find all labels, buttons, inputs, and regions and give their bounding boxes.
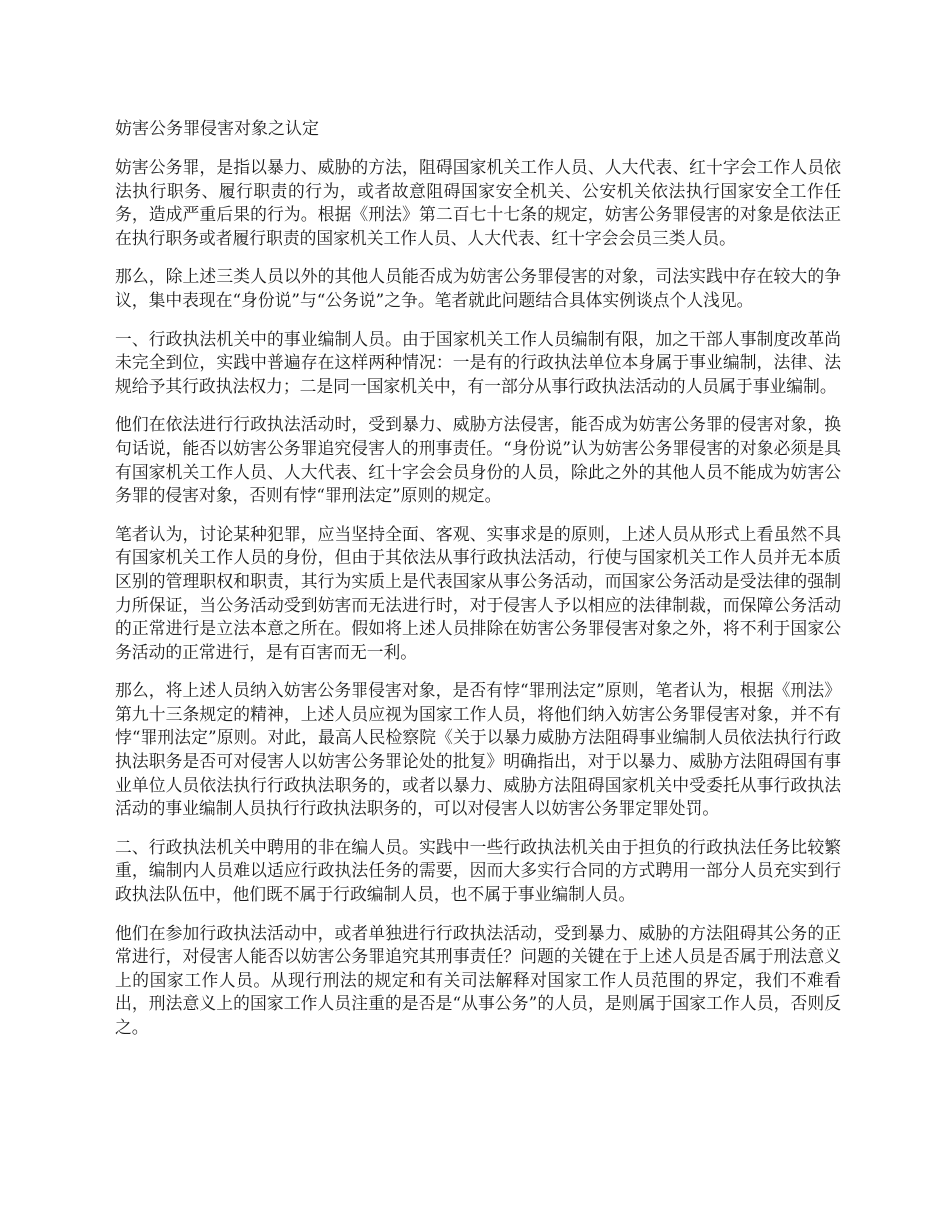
paragraph-key-question: 他们在参加行政执法活动中，或者单独进行行政执法活动，受到暴力、威胁的方法阻碍其公务的正常进行，对侵害人能否以妨害公务罪追究其刑事责任？问题的关键在于上述人员是否属于刑法意义上的国家工作人员。从现行刑法的规定和有关司法解释对国家工作人员范围的界定，我们不难看出，刑法意义上的国家工作人员注重的是否是“从事公务”的人员，是则属于国家工作人员，否则反之。 xyxy=(115,922,841,1037)
paragraph-author-view: 笔者认为，讨论某种犯罪，应当坚持全面、客观、实事求是的原则，上述人员从形式上看虽然不具有国家机关工作人员的身份，但由于其依法从事行政执法活动，行使与国家机关工作人员并无本质区别的管理职权和职责，其行为实质上是代表国家从事公务活动，而国家公务活动是受法律的强制力所保证，当公务活动受到妨害而无法进行时，对于侵害人予以相应的法律制裁，而保障公务活动的正常进行是立法本意之所在。假如将上述人员排除在妨害公务罪侵害对象之外，将不利于国家公务活动的正常进行，是有百害而无一利。 xyxy=(115,523,841,662)
paragraph-section-two: 二、行政执法机关中聘用的非在编人员。实践中一些行政执法机关由于担负的行政执法任务比较繁重，编制内人员难以适应行政执法任务的需要，因而大多实行合同的方式聘用一部分人员充实到行政执法队伍中，他们既不属于行政编制人员，也不属于事业编制人员。 xyxy=(115,836,841,905)
paragraph-legal-basis: 那么，将上述人员纳入妨害公务罪侵害对象，是否有悖“罪刑法定”原则，笔者认为，根据《刑法》第九十三条规定的精神，上述人员应视为国家工作人员，将他们纳入妨害公务罪侵害对象，并不有悖“罪刑法定”原则。对此，最高人民检察院《关于以暴力威胁方法阻碍事业编制人员依法执行行政执法职务是否可对侵害人以妨害公务罪论处的批复》明确指出，对于以暴力、威胁方法阻碍国有事业单位人员依法执行行政执法职务的，或者以暴力、威胁方法阻碍国家机关中受委托从事行政执法活动的事业编制人员执行行政执法职务的，可以对侵害人以妨害公务罪定罪处罚。 xyxy=(115,680,841,819)
document-title: 妨害公务罪侵害对象之认定 xyxy=(115,119,319,139)
document-page xyxy=(115,118,841,1055)
paragraph-identity-theory: 他们在依法进行行政执法活动时，受到暴力、威胁方法侵害，能否成为妨害公务罪的侵害对象，换句话说，能否以妨害公务罪追究侵害人的刑事责任。“身份说”认为妨害公务罪侵害的对象必须是具有国家机关工作人员、人大代表、红十字会会员身份的人员，除此之外的其他人员不能成为妨害公务罪的侵害对象，否则有悖“罪刑法定”原则的规定。 xyxy=(115,414,841,506)
paragraph-definition: 妨害公务罪，是指以暴力、威胁的方法，阻碍国家机关工作人员、人大代表、红十字会工作人员依法执行职务、履行职责的行为，或者故意阻碍国家安全机关、公安机关依法执行国家安全工作任务，造成严重后果的行为。根据《刑法》第二百七十七条的规定，妨害公务罪侵害的对象是依法正在执行职务或者履行职责的国家机关工作人员、人大代表、红十字会会员三类人员。 xyxy=(115,157,841,248)
paragraph-dispute: 那么，除上述三类人员以外的其他人员能否成为妨害公务罪侵害的对象，司法实践中存在较大的争议，集中表现在“身份说”与“公务说”之争。笔者就此问题结合具体实例谈点个人浅见。 xyxy=(115,266,841,310)
paragraph-section-one: 一、行政执法机关中的事业编制人员。由于国家机关工作人员编制有限，加之干部人事制度改革尚未完全到位，实践中普遍存在这样两种情况：一是有的行政执法单位本身属于事业编制，法律、法规给予其行政执法权力；二是同一国家机关中，有一部分从事行政执法活动的人员属于事业编制。 xyxy=(115,328,841,396)
